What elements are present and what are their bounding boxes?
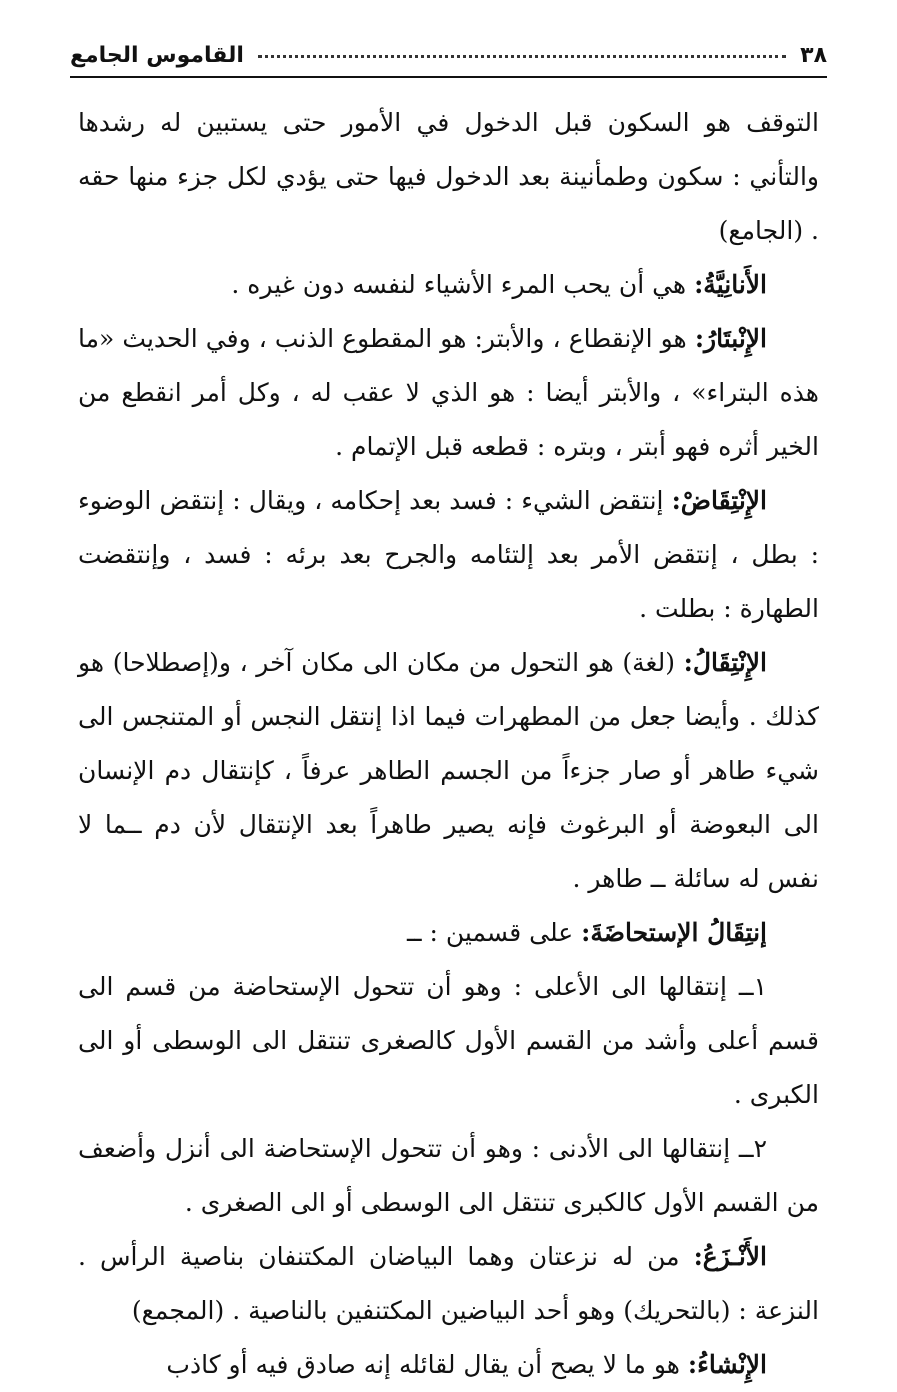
paragraph-10: [78, 1338, 819, 1392]
entry-text: (لغة) هو التحول من مكان الى مكان آخر ، و(إصطلاحا) هو كذلك . وأيضا جعل من المطهرات فيما اذا إنتقل النجس أو المتنجس الى شيء طاهر أو صار جزءاً من الجسم الطاهر عرفاً ، كإنتقال دم الإنسان الى البعوضة أو البرغوث فإنه يصير طاهراً بعد الإنتقال لأن دم ــما لا نفس له سائلة ــ طاهر .: [78, 648, 819, 893]
header-dot-leader: [258, 55, 786, 58]
paragraph-8: [78, 1122, 819, 1230]
paragraph-9: [78, 1230, 819, 1338]
entry-text: التوقف هو السكون قبل الدخول في الأمور حتى يستبين له رشدها والتأني : سكون وطمأنينة بعد الدخول فيها حتى يؤدي لكل جزء منها حقه . (الجامع): [78, 108, 819, 245]
entry-term: الإِنْتِقَالُ:: [683, 648, 767, 677]
entry-text: هي أن يحب المرء الأشياء لنفسه دون غيره .: [231, 270, 695, 299]
paragraph-4: [78, 474, 819, 636]
entry-term: الإِنْتِقَاضْ:: [671, 486, 767, 515]
entry-term: الإِنْشاءُ:: [687, 1350, 767, 1379]
paragraph-7: [78, 960, 819, 1122]
entry-text: هو ما لا يصح أن يقال لقائله إنه صادق فيه أو كاذب: [166, 1350, 688, 1379]
page-body: [78, 96, 819, 1392]
entry-text: من له نزعتان وهما البياضان المكتنفان بناصية الرأس . النزعة : (بالتحريك) وهو أحد البياضين المكتنفين بالناصية . (المجمع): [78, 1242, 819, 1325]
entry-text: ٢ــ إنتقالها الى الأدنى : وهو أن تتحول الإستحاضة الى أنزل وأضعف من القسم الأول كالكبرى تنتقل الى الوسطى أو الى الصغرى .: [78, 1134, 819, 1217]
entry-term: الأَنانِيَّةُ:: [694, 270, 767, 299]
entry-text: ١ــ إنتقالها الى الأعلى : وهو أن تتحول الإستحاضة من قسم الى قسم أعلى وأشد من القسم الأول كالصغرى تنتقل الى الوسطى أو الى الكبرى .: [78, 972, 819, 1109]
entry-text: إنتقض الشيء : فسد بعد إحكامه ، ويقال : إنتقض الوضوء : بطل ، إنتقض الأمر بعد إلتئامه والجرح بعد برئه : فسد ، وإنتقضت الطهارة : بطلت .: [78, 486, 819, 623]
entry-term: الأَنْـزَعُ:: [693, 1242, 768, 1271]
book-title: القاموس الجامع: [70, 43, 244, 68]
entry-term: إنتِقَالُ الإستحاضَةَ:: [581, 918, 767, 947]
entry-text: هو الإنقطاع ، والأبتر: هو المقطوع الذنب ، وفي الحديث «ما هذه البتراء» ، والأبتر أيضا : هو الذي لا عقب له ، وكل أمر انقطع من الخير أثره فهو أبتر ، وبتره : قطعه قبل الإتمام .: [78, 324, 819, 461]
entry-term: الإِنْبتَارُ:: [694, 324, 767, 353]
paragraph-2: [78, 258, 819, 312]
running-header: [70, 28, 827, 68]
header-rule: [70, 76, 827, 78]
entry-text: على قسمين : ــ: [406, 918, 582, 947]
paragraph-3: [78, 312, 819, 474]
page-number: ٣٨: [800, 43, 827, 68]
paragraph-1: [78, 96, 819, 258]
paragraph-6: [78, 906, 819, 960]
paragraph-5: [78, 636, 819, 906]
